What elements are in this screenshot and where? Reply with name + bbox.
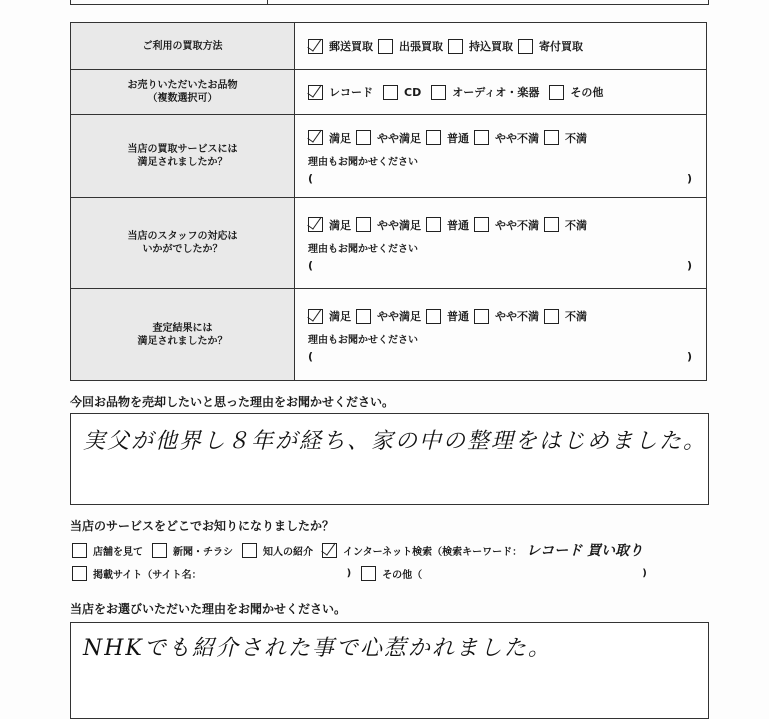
- survey-table: [70, 22, 707, 381]
- reason-field[interactable]: [308, 259, 692, 272]
- top-table-remnant: [70, 0, 709, 5]
- checkbox[interactable]: [322, 543, 337, 558]
- option-other[interactable]: [549, 84, 603, 100]
- option-label: その他: [570, 86, 604, 99]
- checkbox[interactable]: [383, 85, 398, 100]
- option-label: その他（: [382, 570, 423, 581]
- reason-prompt: 理由もお聞かせください: [308, 156, 418, 168]
- option-satisfied[interactable]: [308, 130, 351, 146]
- answer-cell: [295, 198, 707, 289]
- paren-close: ): [686, 171, 692, 185]
- option-label: 不満: [565, 218, 587, 232]
- option-label: 満足: [329, 131, 351, 145]
- option-listing-site[interactable]: [72, 566, 202, 581]
- option-newspaper[interactable]: [152, 543, 233, 558]
- checkbox[interactable]: [356, 309, 371, 324]
- question-subtext: 満足されましたか？: [137, 157, 228, 168]
- question-text: お売りいただいたお品物: [127, 80, 238, 91]
- paren-open: (: [308, 171, 314, 185]
- option-label: 郵送買取: [329, 40, 373, 53]
- checkbox[interactable]: [474, 217, 489, 232]
- option-label: やや不満: [495, 218, 539, 232]
- survey-row-method: [71, 23, 707, 70]
- checkbox[interactable]: [426, 130, 441, 145]
- option-neutral[interactable]: [426, 308, 469, 324]
- option-audio[interactable]: [431, 84, 539, 100]
- sell-reason-handwriting: 実父が他界し８年が経ち、家の中の整理をはじめました。: [83, 429, 708, 454]
- option-label: やや満足: [377, 131, 421, 145]
- checkbox[interactable]: [356, 217, 371, 232]
- checkbox[interactable]: [474, 130, 489, 145]
- option-somewhat-dissatisfied[interactable]: [474, 217, 539, 233]
- option-referral[interactable]: [242, 543, 313, 558]
- option-label: 寄付買取: [539, 40, 583, 53]
- survey-row-items: [71, 70, 707, 115]
- option-label: やや不満: [495, 131, 539, 145]
- why-chosen-heading: 当店をお選びいただいた理由をお聞かせください。: [70, 602, 347, 616]
- option-bring[interactable]: [448, 38, 513, 54]
- option-label: 普通: [447, 218, 469, 232]
- option-label: インターネット検索（検索キーワード：: [343, 546, 523, 558]
- option-internet[interactable]: [322, 540, 643, 560]
- paren-close: ): [686, 258, 692, 272]
- answer-cell: [295, 70, 707, 115]
- checkbox[interactable]: [242, 543, 257, 558]
- checkbox[interactable]: [356, 130, 371, 145]
- question-cell: [71, 23, 295, 70]
- sell-reason-heading: 今回お品物を売却したいと思った理由をお聞かせください。: [70, 395, 395, 409]
- option-somewhat-satisfied[interactable]: [356, 217, 421, 233]
- sell-reason-answer-box[interactable]: [70, 413, 709, 505]
- reason-field[interactable]: [308, 350, 692, 363]
- checkbox[interactable]: [308, 85, 323, 100]
- option-somewhat-dissatisfied[interactable]: [474, 130, 539, 146]
- option-other-source[interactable]: [361, 566, 422, 581]
- option-label: 満足: [329, 218, 351, 232]
- checkbox[interactable]: [72, 566, 87, 581]
- option-label: CD: [404, 85, 422, 99]
- option-donate[interactable]: [518, 38, 583, 54]
- checkbox[interactable]: [426, 309, 441, 324]
- how-found-heading: 当店のサービスをどこでお知りになりましたか？: [70, 519, 335, 533]
- answer-cell: [295, 289, 707, 381]
- option-label: やや満足: [377, 218, 421, 232]
- survey-row-staff: [71, 198, 707, 289]
- site-close-paren: ): [346, 568, 352, 579]
- option-cd[interactable]: [383, 85, 421, 100]
- option-dissatisfied[interactable]: [544, 217, 587, 233]
- question-cell: [71, 115, 295, 198]
- checkbox[interactable]: [426, 217, 441, 232]
- question-text: 当店の買取サービスには: [127, 144, 238, 155]
- option-label: やや不満: [495, 310, 539, 323]
- checkbox[interactable]: [308, 217, 323, 232]
- question-subtext: （複数選択可）: [147, 93, 218, 104]
- question-cell: [71, 198, 295, 289]
- checkbox[interactable]: [544, 309, 559, 324]
- checkbox[interactable]: [518, 39, 533, 54]
- how-found-options-row2: [72, 566, 647, 581]
- reason-prompt: 理由もお聞かせください: [308, 335, 418, 346]
- option-somewhat-satisfied[interactable]: [356, 130, 421, 146]
- checkbox[interactable]: [308, 309, 323, 324]
- checkbox[interactable]: [152, 543, 167, 558]
- option-dissatisfied[interactable]: [544, 308, 587, 324]
- option-label: 掲載サイト（サイト名：: [93, 570, 202, 581]
- question-subtext: いかがでしたか？: [142, 244, 223, 255]
- option-neutral[interactable]: [426, 217, 469, 233]
- checkbox[interactable]: [448, 39, 463, 54]
- option-record[interactable]: [308, 84, 373, 100]
- answer-cell: [295, 23, 707, 70]
- option-satisfied[interactable]: [308, 308, 351, 324]
- checkbox[interactable]: [474, 309, 489, 324]
- option-label: 普通: [447, 131, 469, 145]
- question-cell: [71, 70, 295, 115]
- option-somewhat-dissatisfied[interactable]: [474, 308, 539, 324]
- option-dissatisfied[interactable]: [544, 130, 587, 146]
- option-store[interactable]: [72, 543, 143, 558]
- checkbox[interactable]: [361, 566, 376, 581]
- checkbox[interactable]: [544, 130, 559, 145]
- option-label: 知人の紹介: [263, 546, 313, 558]
- option-label: 不満: [565, 131, 587, 145]
- checkbox[interactable]: [72, 543, 87, 558]
- option-neutral[interactable]: [426, 130, 469, 146]
- option-label: 不満: [565, 310, 587, 323]
- keyword-handwriting: レコード 買い取り: [526, 543, 643, 559]
- option-label: 新聞・チラシ: [173, 546, 233, 558]
- reason-field[interactable]: [308, 172, 692, 185]
- checkbox[interactable]: [549, 85, 564, 100]
- option-label: レコード: [329, 86, 373, 99]
- checkbox[interactable]: [378, 39, 393, 54]
- answer-cell: [295, 115, 707, 198]
- question-subtext: 満足されましたか？: [137, 335, 228, 347]
- option-label: やや満足: [377, 310, 421, 323]
- why-chosen-handwriting: NHKでも紹介された事で心惹かれました。: [83, 636, 552, 661]
- survey-row-appraisal: [71, 289, 707, 381]
- option-label: 店舗を見て: [93, 546, 143, 558]
- survey-row-service: [71, 115, 707, 198]
- checkbox[interactable]: [308, 39, 323, 54]
- option-satisfied[interactable]: [308, 217, 351, 233]
- checkbox[interactable]: [308, 130, 323, 145]
- question-text: 当店のスタッフの対応は: [127, 231, 238, 242]
- question-text: ご利用の買取方法: [142, 40, 223, 52]
- option-label: オーディオ・楽器: [452, 86, 540, 99]
- option-label: 普通: [447, 310, 469, 323]
- option-label: 満足: [329, 310, 351, 323]
- option-mail[interactable]: [308, 38, 373, 54]
- option-label: 持込買取: [469, 40, 513, 53]
- question-cell: [71, 289, 295, 381]
- checkbox[interactable]: [431, 85, 446, 100]
- reason-prompt: 理由もお聞かせください: [308, 243, 418, 255]
- option-visit[interactable]: [378, 38, 443, 54]
- paren-close: ): [686, 350, 692, 363]
- option-somewhat-satisfied[interactable]: [356, 308, 421, 324]
- question-text: 査定結果には: [152, 322, 213, 334]
- other-close-paren: ): [642, 568, 647, 579]
- how-found-options-row1: [72, 540, 643, 560]
- checkbox[interactable]: [544, 217, 559, 232]
- paren-open: (: [308, 258, 314, 272]
- why-chosen-answer-box[interactable]: [70, 622, 709, 719]
- option-label: 出張買取: [399, 40, 443, 53]
- paren-open: (: [308, 350, 314, 363]
